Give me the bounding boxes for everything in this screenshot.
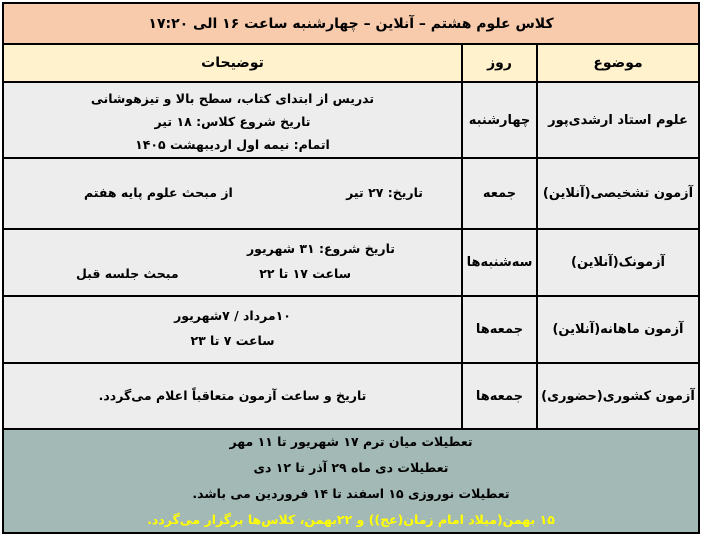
- start-date: تاریخ شروع: ۳۱ شهریور: [246, 241, 395, 256]
- row-day: جمعه‌ها: [461, 364, 536, 428]
- description-line: اتمام: نیمه اول اردیبهشت ۱۴۰۵: [135, 137, 330, 152]
- table-row: [4, 83, 698, 159]
- table-title: کلاس علوم هشتم – آنلاین – چهارشنبه ساعت ۱۶ الی ۱۷:۲۰: [148, 15, 554, 32]
- table-row: [4, 230, 698, 297]
- holiday-note: تعطیلات نوروزی ۱۵ اسفند تا ۱۴ فروردین می باشد.: [192, 486, 510, 501]
- row-description: [4, 364, 461, 428]
- footer-notes-row: [4, 430, 698, 532]
- header-subject: موضوع: [536, 45, 698, 81]
- exam-note: تاریخ و ساعت آزمون متعاقباً اعلام می‌گردد.: [98, 388, 367, 403]
- row-day: جمعه: [461, 159, 536, 228]
- row-day: چهارشنبه: [461, 83, 536, 157]
- description-line: تدریس از ابتدای کتاب، سطح بالا و تیزهوشانی: [90, 91, 375, 106]
- row-subject: علوم استاد ارشدی‌پور: [536, 83, 698, 157]
- exam-topic: از مبحث علوم پایه هفتم: [84, 185, 233, 200]
- holiday-note: تعطیلات دی ماه ۲۹ آذر تا ۱۲ دی: [253, 460, 449, 475]
- header-row: [4, 45, 698, 83]
- row-subject: آزمون کشوری(حضوری): [536, 364, 698, 428]
- exam-time: ساعت ۱۷ تا ۲۲: [259, 266, 351, 281]
- table-row: [4, 364, 698, 430]
- row-day: سه‌شنبه‌ها: [461, 230, 536, 295]
- header-description: توضیحات: [201, 55, 264, 71]
- exam-dates: ۱۰مرداد / ۷شهریور: [174, 308, 291, 323]
- exam-time: ساعت ۷ تا ۲۳: [190, 333, 275, 348]
- exam-topic: مبحث جلسه قبل: [76, 266, 179, 281]
- header-day: روز: [461, 45, 536, 81]
- row-description: [4, 159, 461, 228]
- row-description: [4, 297, 461, 362]
- row-subject: آزمونک(آنلاین): [536, 230, 698, 295]
- holiday-notes: [4, 430, 698, 532]
- row-subject: آزمون ماهانه(آنلاین): [536, 297, 698, 362]
- row-description: [4, 83, 461, 157]
- exam-date: تاریخ: ۲۷ تیر: [346, 185, 423, 200]
- title-row: [4, 4, 698, 45]
- row-day: جمعه‌ها: [461, 297, 536, 362]
- schedule-table: [2, 2, 700, 534]
- row-subject: آزمون تشخیصی(آنلاین): [536, 159, 698, 228]
- row-description: [4, 230, 461, 295]
- description-line: تاریخ شروع کلاس: ۱۸ تیر: [154, 114, 311, 129]
- table-row: [4, 297, 698, 364]
- holiday-note: تعطیلات میان ترم ۱۷ شهریور تا ۱۱ مهر: [229, 434, 473, 449]
- table-row: [4, 159, 698, 230]
- highlight-note: ۱۵ بهمن(میلاد امام زمان(عج)) و ۲۲بهمن، کلاس‌ها برگزار می‌گردد.: [147, 512, 555, 527]
